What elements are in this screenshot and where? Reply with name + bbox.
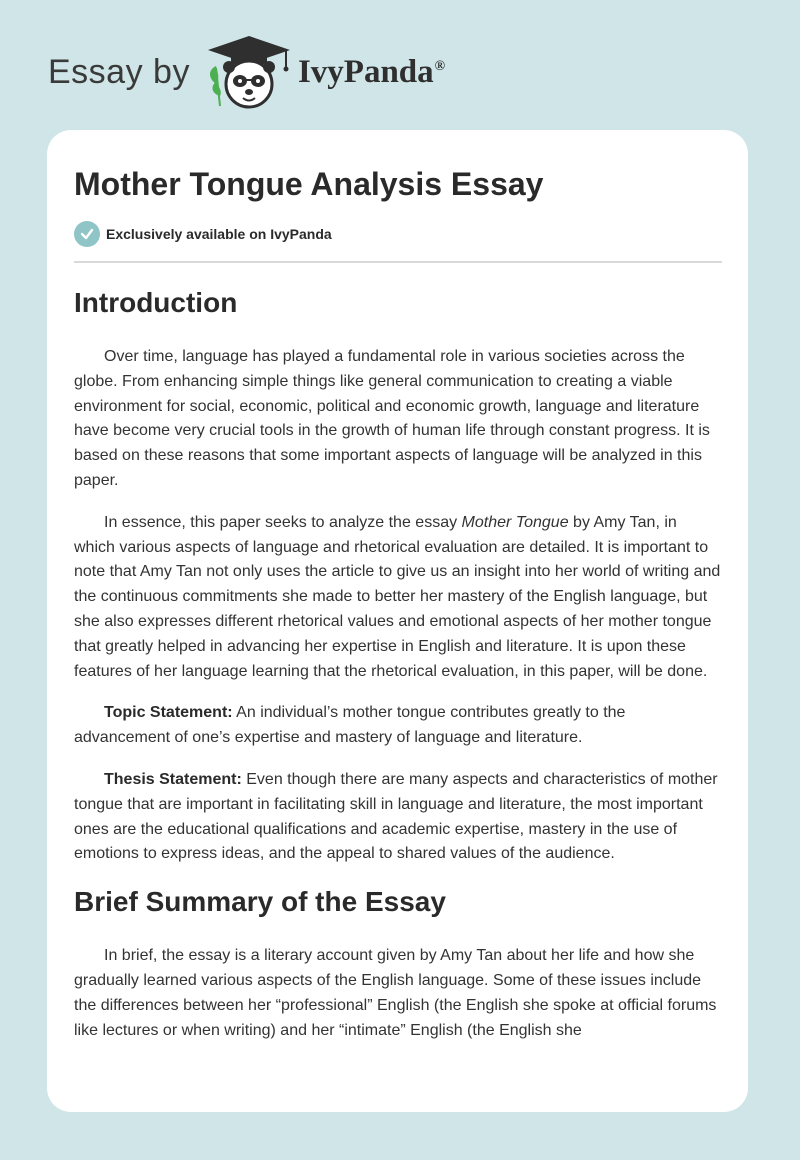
topic-statement: Topic Statement: An individual’s mother tongue contributes greatly to the advancement of one’s expertise and mastery of language and literature. [74,704,626,747]
brand-prefix: Essay by [48,52,190,91]
topic-label: Topic Statement: [104,704,233,722]
essay-title-italic: Mother Tongue [461,513,569,531]
section-heading-introduction: Introduction [74,287,238,318]
brand-logo-link[interactable] [48,34,445,110]
article-card [47,130,748,1112]
thesis-statement: Thesis Statement: Even though there are many aspects and characteristics of mother tongue that are important in facilitating skill in language and literature, the most important ones are the educational qualifications and academic expertise, mastery in the use of emotions to express ideas, and the appeal to shared values of the audience. [74,770,718,863]
site-header [0,0,800,130]
section-heading-summary: Brief Summary of the Essay [74,886,446,918]
divider [74,261,722,263]
exclusive-text: Exclusively available on IvyPanda [106,226,332,242]
brand-name: IvyPanda® [297,53,446,90]
paragraph: Over time, language has played a fundamental role in various societies across the globe. From enhancing simple things like general communication to creating a viable environment for social, economic, political and economic growth, language and literature have become very crucial tools in the growth of human life through constant progress. It is based on these reasons that some important aspects of language will be analyzed in this paper. [74,348,710,489]
paragraph: In brief, the essay is a literary account given by Amy Tan about her life and how she gradually learned various aspects of the English language. Some of these issues include the differences between her “professional” English (the English she spoke at official forums like lectures or when writing) and her “intimate” English (the English she [74,947,717,1039]
panda-logo-icon [204,34,294,110]
exclusive-badge [74,221,722,247]
thesis-label: Thesis Statement: [104,770,242,788]
paragraph: In essence, this paper seeks to analyze the essay Mother Tongue by Amy Tan, in which various aspects of language and rhetorical evaluation are detailed. It is important to note that Amy Tan not only uses the article to give us an insight into her world of writing and the continuous commitments she made to better her mastery of the English language, but she also expresses different rhetorical values and emotional aspects of her mother tongue that greatly helped in advancing her expertise in English and literature. It is upon these features of her language learning that the rhetorical evaluation, in this paper, will be done. [74,513,721,680]
checkmark-icon [74,221,100,247]
page-title: Mother Tongue Analysis Essay [74,166,544,202]
